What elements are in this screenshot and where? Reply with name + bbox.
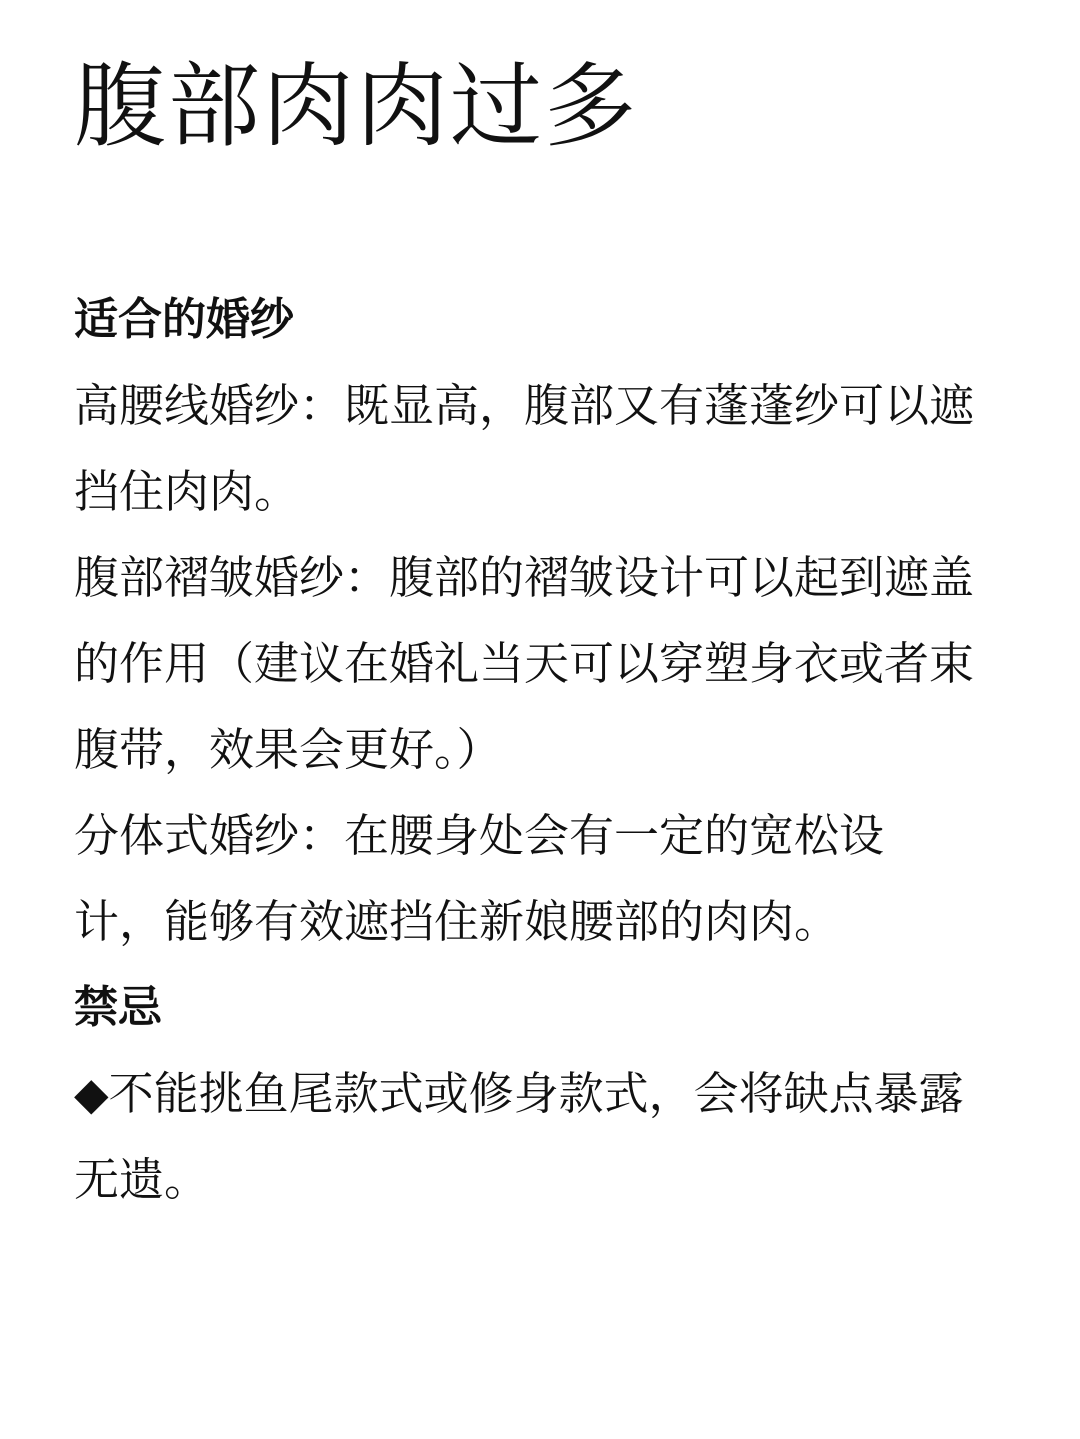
section-heading-suitable: 适合的婚纱 xyxy=(74,294,294,345)
paragraph-two-piece: 分体式婚纱：在腰身处会有一定的宽松设计，能够有效遮挡住新娘腰部的肉肉。 xyxy=(74,809,885,948)
paragraph-high-waist: 高腰线婚纱：既显高，腹部又有蓬蓬纱可以遮挡住肉肉。 xyxy=(74,379,975,518)
paragraph-taboo: ◆不能挑鱼尾款式或修身款式，会将缺点暴露无遗。 xyxy=(74,1067,964,1206)
section-heading-taboo: 禁忌 xyxy=(74,982,162,1033)
page-title: 腹部肉肉过多 xyxy=(74,53,639,160)
paragraph-pleated: 腹部褶皱婚纱：腹部的褶皱设计可以起到遮盖的作用（建议在婚礼当天可以穿塑身衣或者束腹带，效果会更好。） xyxy=(74,551,975,776)
article-body xyxy=(74,277,1004,1223)
